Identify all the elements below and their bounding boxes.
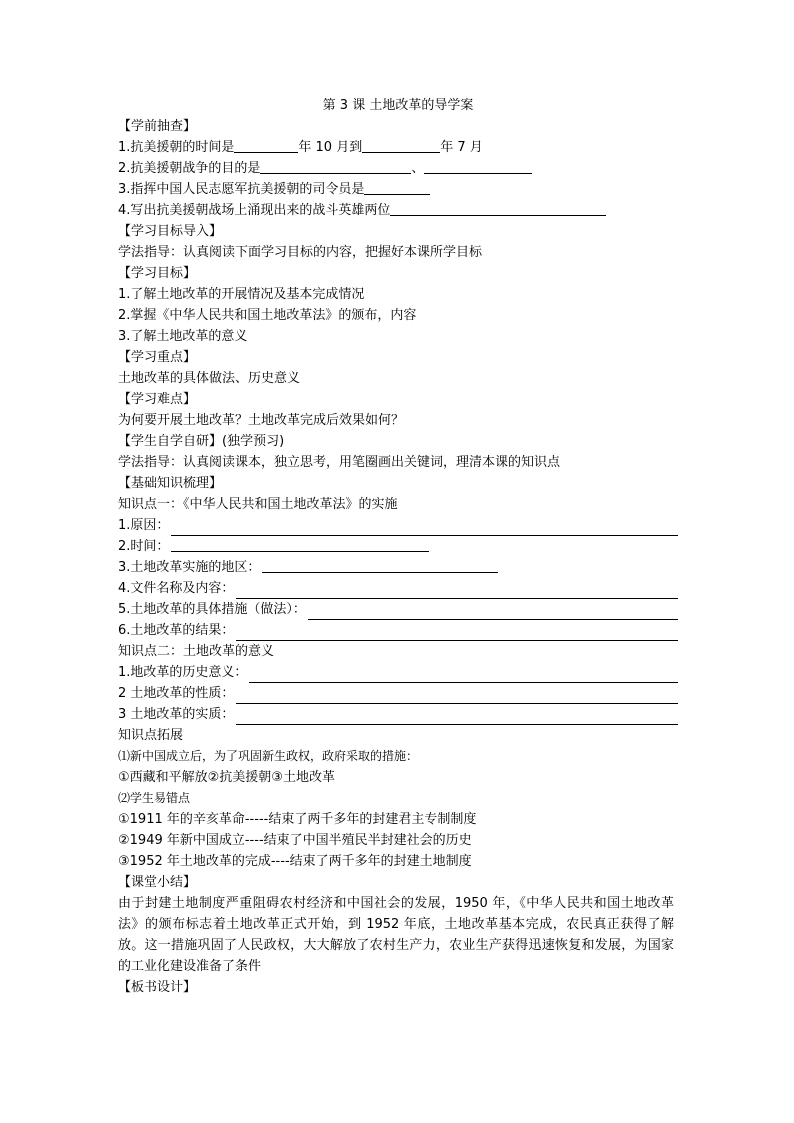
answer-blank[interactable] xyxy=(171,537,429,552)
answer-blank[interactable] xyxy=(236,689,678,704)
fill-label: 3.土地改革实施的地区： xyxy=(118,560,261,575)
section-header-key: 【学习重点】 xyxy=(118,350,197,365)
extend-item-2-entry: ①1911 年的辛亥革命-----结束了两千多年的封建君主专制制度 xyxy=(118,812,477,827)
section-header-goals: 【学习目标】 xyxy=(118,266,197,281)
goal-item: 2.掌握《中华人民共和国土地改革法》的颁布，内容 xyxy=(118,308,417,323)
question-2 xyxy=(118,158,678,179)
worksheet-page xyxy=(118,96,678,998)
section-header-extend: 知识点拓展 xyxy=(118,728,184,743)
answer-blank[interactable] xyxy=(424,159,532,174)
fill-label: 5.土地改革的具体措施（做法）： xyxy=(118,602,306,617)
fill-label: 3 土地改革的实质： xyxy=(118,707,235,722)
fill-line-measures xyxy=(118,599,678,620)
fill-line-essence xyxy=(118,704,678,725)
question-2-separator: 、 xyxy=(411,161,425,176)
answer-blank[interactable] xyxy=(364,180,430,195)
question-4-text: 4.写出抗美援朝战场上涌现出来的战斗英雄两位 xyxy=(118,203,391,218)
key-points: 土地改革的具体做法、历史意义 xyxy=(118,371,301,386)
question-3 xyxy=(118,179,678,200)
answer-blank[interactable] xyxy=(262,558,498,573)
section-header-intro: 【学习目标导入】 xyxy=(118,224,223,239)
difficult-points: 为何要开展土地改革？土地改革完成后效果如何？ xyxy=(118,413,405,428)
extend-item-1-list: ①西藏和平解放②抗美援朝③土地改革 xyxy=(118,770,335,785)
section-header-board: 【板书设计】 xyxy=(118,980,197,995)
goal-item: 3.了解土地改革的意义 xyxy=(118,329,248,344)
answer-blank[interactable] xyxy=(236,710,678,725)
fill-line-nature xyxy=(118,683,678,704)
answer-blank[interactable] xyxy=(236,626,678,641)
extend-item-1: ⑴新中国成立后，为了巩固新生政权，政府采取的措施： xyxy=(118,749,419,763)
answer-blank[interactable] xyxy=(171,521,678,536)
fill-label: 2.时间： xyxy=(118,539,170,554)
question-1-text-a: 1.抗美援朝的时间是 xyxy=(118,140,235,155)
section-header-preclass: 【学前抽查】 xyxy=(118,119,197,134)
goal-item: 1.了解土地改革的开展情况及基本完成情况 xyxy=(118,287,365,302)
knowledge-point-2: 知识点二：土地改革的意义 xyxy=(118,644,275,659)
fill-label: 6.土地改革的结果： xyxy=(118,623,235,638)
question-2-text: 2.抗美援朝战争的目的是 xyxy=(118,161,261,176)
fill-line-document xyxy=(118,578,678,599)
fill-label: 2 土地改革的性质： xyxy=(118,686,235,701)
answer-blank[interactable] xyxy=(260,159,411,174)
fill-line-reason xyxy=(118,515,678,536)
selfstudy-guide: 学法指导：认真阅读课本，独立思考，用笔圈画出关键词，理清本课的知识点 xyxy=(118,455,561,470)
question-1 xyxy=(118,137,678,158)
knowledge-point-1: 知识点一：《中华人民共和国土地改革法》的实施 xyxy=(118,497,398,512)
answer-blank[interactable] xyxy=(236,584,678,599)
page-title: 第 3 课 土地改革的导学案 xyxy=(322,98,474,113)
fill-line-time xyxy=(118,536,678,557)
fill-label: 1.原因： xyxy=(118,518,170,533)
fill-label: 4.文件名称及内容： xyxy=(118,581,235,596)
question-1-text-b: 年 10 月到 xyxy=(298,140,363,155)
answer-blank[interactable] xyxy=(308,605,678,620)
intro-guide: 学法指导：认真阅读下面学习目标的内容，把握好本课所学目标 xyxy=(118,245,483,260)
summary-paragraph: 由于封建土地制度严重阻碍农村经济和中国社会的发展，1950 年，《中华人民共和国土地改革法》的颁布标志着土地改革正式开始，到 1952 年底，土地改革基本完成，农民真正获得了解放。这一措施巩固了人民政权，大大解放了农村生产力，农业生产获得迅速恢复和发展，为国家的工业化建设准备了条件 xyxy=(118,896,674,974)
section-header-basics: 【基础知识梳理】 xyxy=(118,476,223,491)
question-1-text-c: 年 7 月 xyxy=(440,140,483,155)
fill-line-region xyxy=(118,557,678,578)
answer-blank[interactable] xyxy=(390,201,606,216)
fill-line-result xyxy=(118,620,678,641)
answer-blank[interactable] xyxy=(362,138,440,153)
question-4 xyxy=(118,200,678,221)
question-3-text: 3.指挥中国人民志愿军抗美援朝的司令员是 xyxy=(118,182,365,197)
fill-label: 1.地改革的历史意义： xyxy=(118,665,248,680)
section-header-selfstudy: 【学生自学自研】(独学预习) xyxy=(118,434,285,449)
section-header-difficult: 【学习难点】 xyxy=(118,392,197,407)
fill-line-significance xyxy=(118,662,678,683)
section-header-summary: 【课堂小结】 xyxy=(118,875,197,890)
extend-item-2-entry: ②1949 年新中国成立----结束了中国半殖民半封建社会的历史 xyxy=(118,833,472,848)
answer-blank[interactable] xyxy=(234,138,298,153)
answer-blank[interactable] xyxy=(249,668,678,683)
extend-item-2: ⑵学生易错点 xyxy=(118,791,191,805)
extend-item-2-entry: ③1952 年土地改革的完成----结束了两千多年的封建土地制度 xyxy=(118,854,472,869)
